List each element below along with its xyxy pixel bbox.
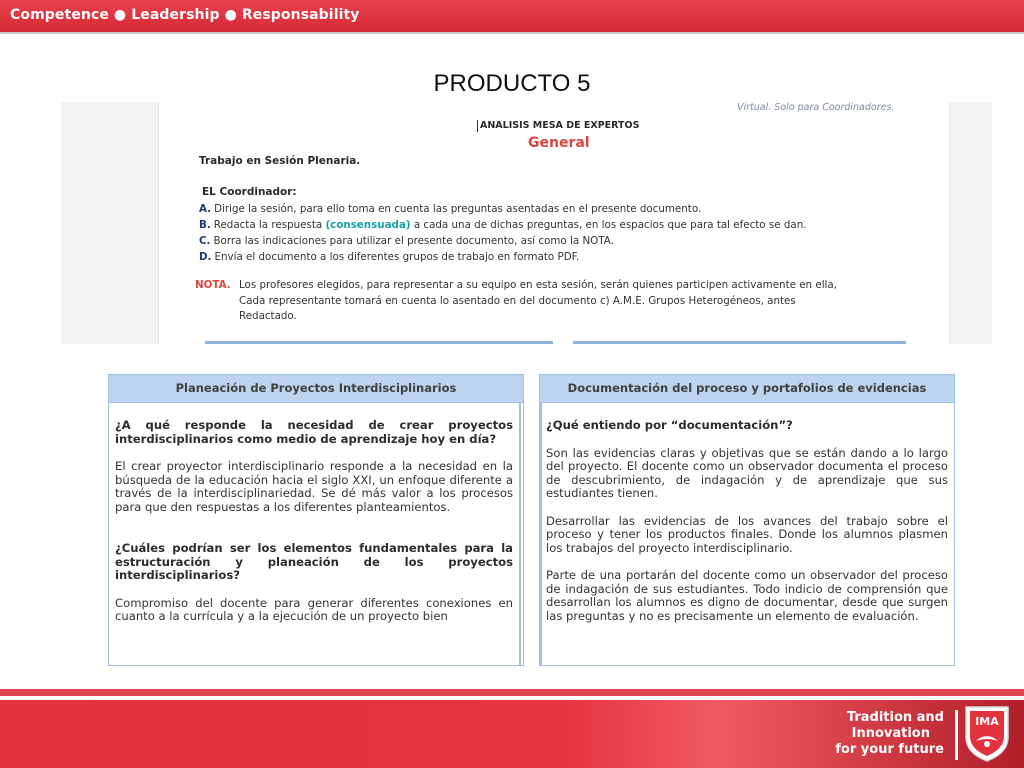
- document-page: [158, 102, 950, 344]
- footer-tagline: [835, 710, 944, 758]
- step-text: Borra las indicaciones para utilizar el presente documento, así como la NOTA.: [213, 235, 614, 247]
- panel-divider: [540, 402, 542, 665]
- answer: Compromiso del docente para generar diferentes conexiones en cuanto a la currícula y a la ejecución de un proyecto bien: [115, 595, 513, 623]
- step-b: [199, 219, 807, 231]
- panel-title: Documentación del proceso y portafolios de evidencias: [540, 375, 954, 403]
- answer: El crear proyector interdisciplinario responde a la necesidad en la búsqueda de la educación hacia el siglo XXI, un enfoque diferente a través de la interdisciplinariedad. Se dé más valor a los procesos para que den respuestas a los diferentes planteamientos.: [115, 459, 513, 514]
- step-text: a cada una de dichas preguntas, en los espacios que para tal efecto se dan.: [413, 219, 807, 231]
- answer: Desarrollar las evidencias de los avances del trabajo sobre el proceso y tener los productos finales. Donde los alumnos plasmen los trabajos del proyecto interdisciplinario.: [546, 513, 948, 555]
- coordinator-label: EL Coordinador:: [202, 186, 297, 198]
- step-letter: D.: [199, 251, 212, 263]
- step-text: Dirige la sesión, para ello toma en cuenta las preguntas asentadas en el presente documento.: [214, 203, 702, 215]
- slide-title: [0, 70, 1024, 98]
- step-text: Redacta la respuesta: [213, 219, 323, 231]
- ima-logo-icon: [962, 703, 1012, 763]
- panel-title: Planeación de Proyectos Interdisciplinarios: [109, 375, 523, 403]
- step-highlight: (consensuada): [325, 219, 411, 231]
- panel-body: [115, 419, 513, 638]
- document-heading: ANALISIS MESA DE EXPERTOS: [480, 120, 640, 131]
- question: ¿A qué responde la necesidad de crear proyectos interdisciplinarios como medio de aprendizaje hoy en día?: [115, 418, 513, 446]
- nota-line: Los profesores elegidos, para representar a su equipo en esta sesión, serán quienes participen activamente en ella,: [239, 279, 837, 291]
- step-a: [199, 203, 701, 215]
- panel-body: [546, 419, 948, 637]
- footer-stripe: [0, 689, 1024, 696]
- step-d: [199, 251, 579, 263]
- nota-line: Cada representante tomará en cuenta lo asentado en del documento c) A.M.E. Grupos Heterogéneos, antes: [239, 295, 796, 307]
- panel-documentacion: [539, 374, 955, 666]
- question: ¿Qué entiendo por “documentación”?: [546, 418, 793, 432]
- footer-divider: [955, 710, 958, 760]
- nota-line: Redactado.: [239, 310, 297, 322]
- panel-divider: [519, 402, 521, 665]
- virtual-note: Virtual. Solo para Coordinadores.: [737, 102, 895, 113]
- banner-text: Competence ● Leadership ● Responsability: [10, 7, 360, 23]
- logo-text: IMA: [975, 715, 999, 728]
- step-letter: B.: [199, 219, 211, 231]
- nota-label: NOTA.: [195, 279, 231, 291]
- tagline-line: Tradition and: [846, 710, 944, 725]
- question: ¿Cuáles podrían ser los elementos fundamentales para la estructuración y planeación de los proyectos interdisciplinarios?: [115, 541, 513, 582]
- step-text: Envía el documento a los diferentes grupos de trabajo en formato PDF.: [214, 251, 580, 263]
- section-title: Trabajo en Sesión Plenaria.: [199, 155, 361, 167]
- document-bar-right: [573, 341, 906, 344]
- top-banner: [0, 0, 1024, 32]
- answer: Son las evidencias claras y objetivas que se están dando a lo largo del proyecto. El docente como un observador documenta el proceso de descubrimiento, de indagación y de aprendizaje que sus estudiantes tienen.: [546, 445, 948, 500]
- document-subheading: General: [528, 135, 590, 151]
- answer: Parte de una portarán del docente como un observador del proceso de indagación de sus estudiantes. Todo indicio de comprensión que desarrollan los alumnos es digno de documentar, desde que surgen las preguntas y no es precisamente un elemento de evaluación.: [546, 568, 948, 623]
- tagline-line: Innovation: [851, 726, 930, 741]
- banner-divider: [0, 32, 1024, 34]
- slide-title-text: PRODUCTO 5: [433, 70, 591, 97]
- step-letter: A.: [199, 203, 212, 215]
- panel-planeacion: [108, 374, 524, 666]
- step-c: [199, 235, 614, 247]
- tagline-line: for your future: [835, 742, 944, 757]
- document-bar-left: [205, 341, 553, 344]
- step-letter: C.: [199, 235, 211, 247]
